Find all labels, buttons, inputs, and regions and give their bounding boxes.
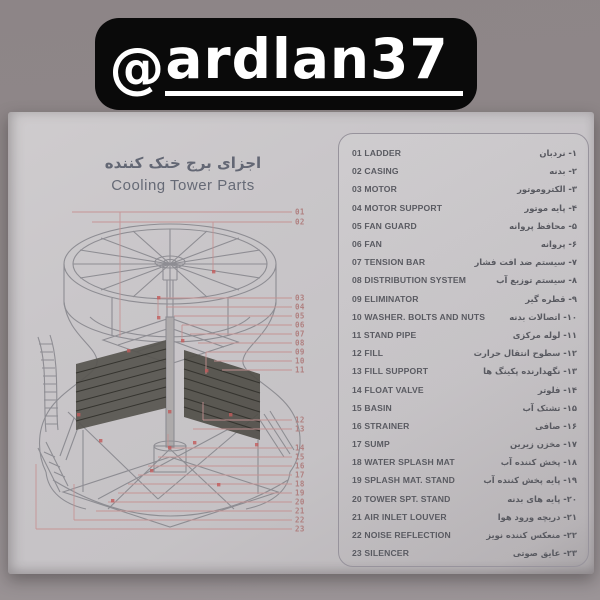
diagram-callout-number: 19 bbox=[295, 488, 305, 498]
parts-list-row bbox=[352, 526, 577, 544]
parts-list-row bbox=[352, 253, 577, 271]
parts-list-row bbox=[352, 417, 577, 435]
part-label-fa: ۲۱- دریچه ورود هوا bbox=[497, 511, 577, 522]
part-label-en: 08 DISTRIBUTION SYSTEM bbox=[352, 275, 467, 286]
parts-list-row bbox=[352, 162, 577, 180]
diagram-callout-number: 11 bbox=[295, 365, 305, 375]
part-label-en: 10 WASHER. BOLTS AND NUTS bbox=[352, 311, 486, 322]
part-label-en: 12 FILL bbox=[352, 348, 384, 359]
part-label-fa: ۱۲- سطوح انتقال حرارت bbox=[473, 348, 577, 359]
part-label-en: 14 FLOAT VALVE bbox=[352, 384, 424, 395]
username-handle: ardlan37 bbox=[165, 32, 462, 96]
part-label-fa: ۲۰- پایه های بدنه bbox=[507, 493, 577, 504]
diagram-callout-number: 16 bbox=[295, 461, 305, 471]
diagram-callout-number: 03 bbox=[295, 293, 305, 303]
parts-list-row bbox=[352, 271, 577, 289]
diagram-callout-number: 04 bbox=[295, 302, 305, 312]
diagram-callout-number: 05 bbox=[295, 311, 305, 321]
page-title-block bbox=[76, 154, 290, 194]
part-label-en: 19 SPLASH MAT. STAND bbox=[352, 475, 455, 486]
part-label-fa: ۱۷- مخزن زیرین bbox=[510, 439, 577, 450]
parts-list-row bbox=[352, 217, 577, 235]
diagram-callout-number: 18 bbox=[295, 479, 305, 489]
parts-list-row bbox=[352, 344, 577, 362]
parts-list-row bbox=[352, 453, 577, 471]
diagram-callout-number: 14 bbox=[295, 443, 305, 453]
username-text bbox=[109, 27, 462, 100]
parts-list-row bbox=[352, 399, 577, 417]
parts-list-row bbox=[352, 544, 577, 562]
part-label-fa: ۷- سیستم ضد افت فشار bbox=[474, 257, 577, 268]
part-label-en: 13 FILL SUPPORT bbox=[352, 366, 429, 377]
diagram-callout-number: 13 bbox=[295, 424, 305, 434]
part-label-fa: ۱۶- صافی bbox=[535, 420, 577, 431]
part-label-fa: ۱۱- لوله مرکزی bbox=[512, 329, 577, 340]
username-at-symbol: @ bbox=[109, 36, 166, 100]
diagram-callout-number: 10 bbox=[295, 356, 305, 366]
diagram-callout-number: 20 bbox=[295, 497, 305, 507]
part-label-fa: ۴- پایه موتور bbox=[524, 202, 577, 213]
parts-list-row bbox=[352, 144, 577, 162]
part-label-en: 18 WATER SPLASH MAT bbox=[352, 457, 455, 468]
part-label-en: 20 TOWER SPT. STAND bbox=[352, 493, 451, 504]
parts-list-row bbox=[352, 380, 577, 398]
part-label-en: 22 NOISE REFLECTION bbox=[352, 530, 451, 541]
part-label-fa: ۱۸- پخش کننده آب bbox=[500, 457, 577, 468]
page-photo bbox=[8, 112, 594, 574]
part-label-en: 23 SILENCER bbox=[352, 548, 410, 559]
part-label-en: 05 FAN GUARD bbox=[352, 220, 417, 231]
part-label-fa: ۲۳- عایق صوتی bbox=[512, 548, 577, 559]
parts-list-row bbox=[352, 199, 577, 217]
diagram-callout-number: 06 bbox=[295, 320, 305, 330]
parts-list-row bbox=[352, 490, 577, 508]
part-label-fa: ۵- محافظ پروانه bbox=[509, 220, 577, 231]
part-label-fa: ۲۲- منعکس کننده نویز bbox=[486, 530, 577, 541]
parts-list-row bbox=[352, 290, 577, 308]
diagram-callout-number: 15 bbox=[295, 452, 305, 462]
diagram-callout-number: 01 bbox=[295, 207, 305, 217]
part-label-fa: ۱- نردبان bbox=[539, 148, 577, 159]
part-label-fa: ۶- پروانه bbox=[540, 239, 577, 250]
part-label-fa: ۱۰- اتصالات بدنه bbox=[509, 311, 577, 322]
diagram-callout-number: 02 bbox=[295, 217, 305, 227]
diagram-callout-number: 08 bbox=[295, 338, 305, 348]
parts-list-row bbox=[352, 308, 577, 326]
page-title-english: Cooling Tower Parts bbox=[111, 177, 255, 194]
part-label-en: 09 ELIMINATOR bbox=[352, 293, 419, 304]
part-label-fa: ۳- الکتروموتور bbox=[517, 184, 577, 195]
part-label-fa: ۱۳- نگهدارنده پکینگ ها bbox=[483, 366, 577, 377]
part-label-en: 17 SUMP bbox=[352, 439, 390, 450]
parts-list-row bbox=[352, 180, 577, 198]
part-label-en: 03 MOTOR bbox=[352, 184, 397, 195]
part-label-fa: ۲- بدنه bbox=[549, 166, 577, 177]
diagram-callout-number: 09 bbox=[295, 347, 305, 357]
username-banner bbox=[95, 18, 477, 110]
part-label-en: 07 TENSION BAR bbox=[352, 257, 426, 268]
part-label-en: 06 FAN bbox=[352, 239, 383, 250]
part-label-en: 01 LADDER bbox=[352, 148, 402, 159]
part-label-en: 21 AIR INLET LOUVER bbox=[352, 511, 447, 522]
diagram-callout-number: 12 bbox=[295, 415, 305, 425]
diagram-callout-number: 22 bbox=[295, 515, 305, 525]
page-title-farsi: اجزای برج خنک کننده bbox=[104, 154, 262, 172]
parts-list-row bbox=[352, 326, 577, 344]
part-label-en: 16 STRAINER bbox=[352, 420, 410, 431]
part-label-fa: ۱۹- پایه پخش کننده آب bbox=[483, 475, 577, 486]
parts-list-row bbox=[352, 508, 577, 526]
diagram-callout-number: 17 bbox=[295, 470, 305, 480]
part-label-fa: ۱۴- فلوتر bbox=[537, 384, 577, 395]
part-label-fa: ۱۵- تشتک آب bbox=[522, 402, 577, 413]
part-label-en: 11 STAND PIPE bbox=[352, 329, 417, 340]
diagram-callout-number: 21 bbox=[295, 506, 305, 516]
part-label-en: 04 MOTOR SUPPORT bbox=[352, 202, 443, 213]
part-label-fa: ۸- سیستم توزیع آب bbox=[496, 275, 577, 286]
diagram-callout-number: 23 bbox=[295, 524, 305, 534]
parts-list bbox=[352, 144, 577, 562]
part-label-fa: ۹- قطره گیر bbox=[525, 293, 577, 304]
parts-list-row bbox=[352, 362, 577, 380]
parts-list-row bbox=[352, 435, 577, 453]
parts-list-panel bbox=[338, 133, 589, 567]
part-label-en: 02 CASING bbox=[352, 166, 399, 177]
part-label-en: 15 BASIN bbox=[352, 402, 392, 413]
parts-list-row bbox=[352, 235, 577, 253]
diagram-callout-number: 07 bbox=[295, 329, 305, 339]
parts-list-row bbox=[352, 471, 577, 489]
